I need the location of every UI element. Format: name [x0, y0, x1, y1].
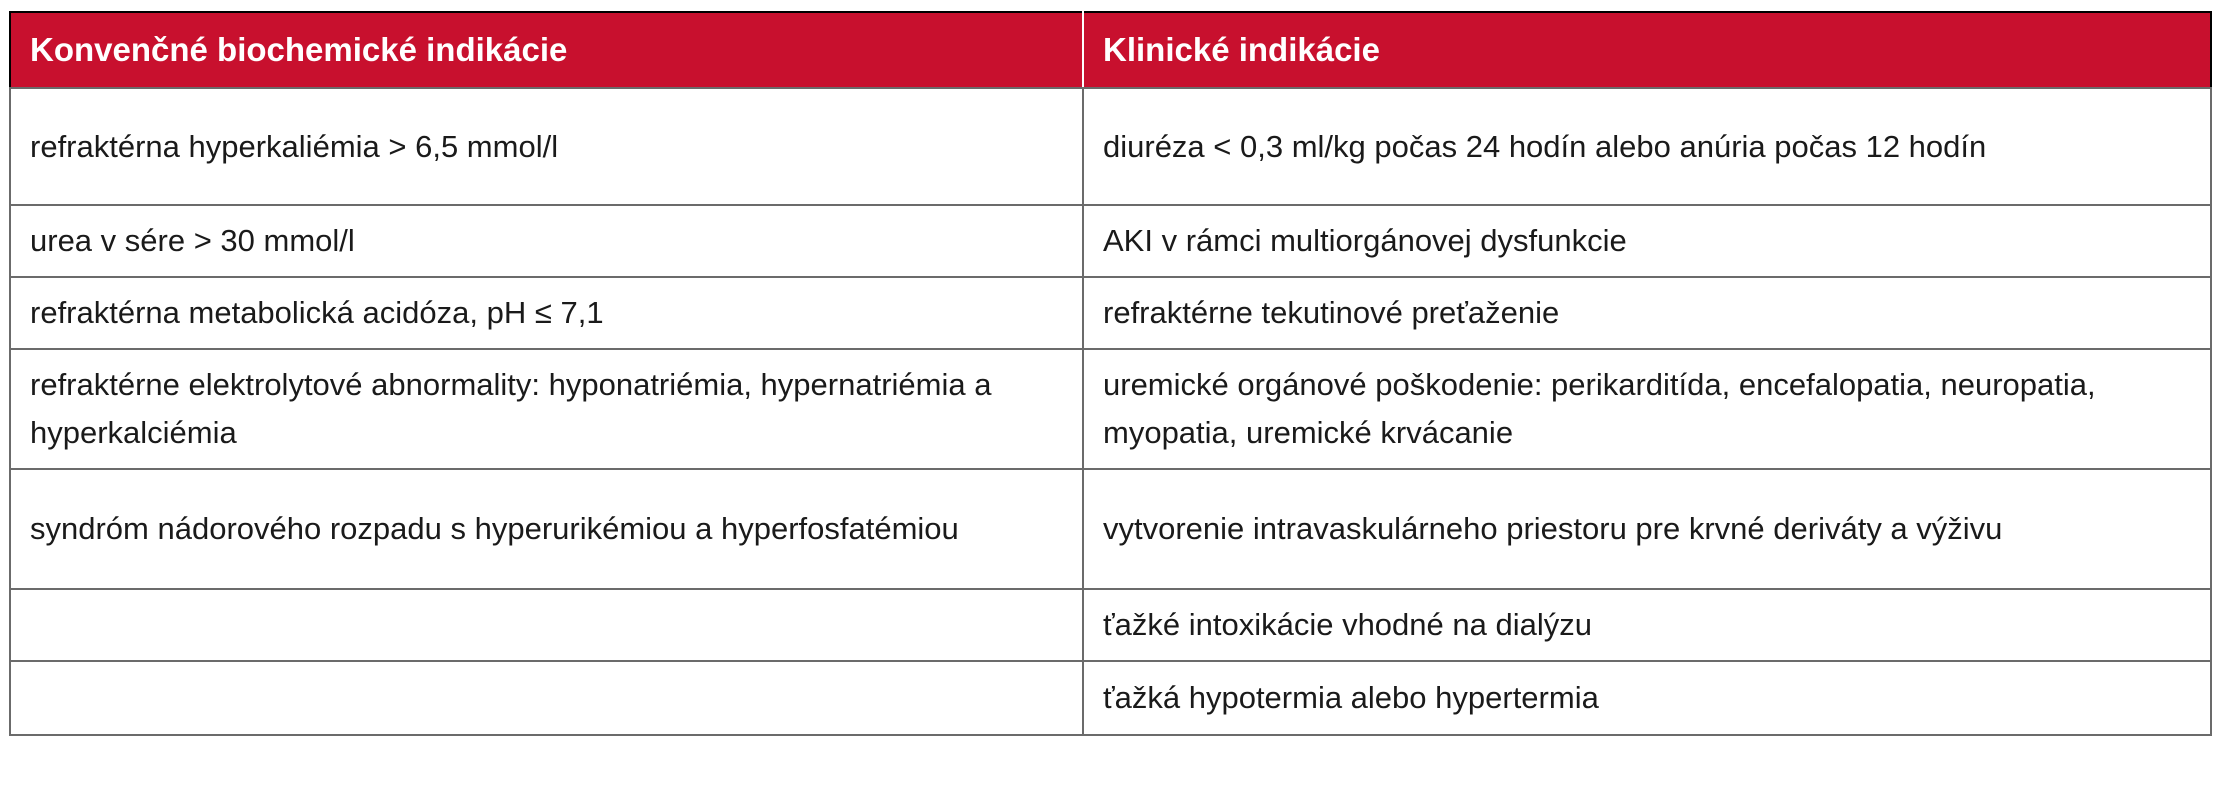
table-row: [10, 469, 2211, 589]
indications-table: [9, 11, 2212, 736]
header-clinical-indications: Klinické indikácie: [1083, 12, 2211, 88]
table-row: [10, 205, 2211, 277]
biochemical-cell: refraktérna metabolická acidóza, pH ≤ 7,1: [10, 277, 1083, 349]
biochemical-cell: syndróm nádorového rozpadu s hyperurikémiou a hyperfosfatémiou: [10, 469, 1083, 589]
clinical-cell: vytvorenie intravaskulárneho priestoru pre krvné deriváty a výživu: [1083, 469, 2211, 589]
clinical-cell: diuréza < 0,3 ml/kg počas 24 hodín alebo anúria počas 12 hodín: [1083, 88, 2211, 205]
indications-table-container: [9, 11, 2210, 736]
biochemical-cell: [10, 661, 1083, 735]
clinical-cell: ťažké intoxikácie vhodné na dialýzu: [1083, 589, 2211, 661]
clinical-cell: AKI v rámci multiorgánovej dysfunkcie: [1083, 205, 2211, 277]
biochemical-cell: refraktérne elektrolytové abnormality: hyponatriémia, hypernatriémia a hyperkalciémia: [10, 349, 1083, 469]
header-biochemical-indications: Konvenčné biochemické indikácie: [10, 12, 1083, 88]
table-row: [10, 88, 2211, 205]
biochemical-cell: [10, 589, 1083, 661]
table-row: [10, 277, 2211, 349]
clinical-cell: uremické orgánové poškodenie: perikarditída, encefalopatia, neuropatia, myopatia, uremické krvácanie: [1083, 349, 2211, 469]
table-header-row: [10, 12, 2211, 88]
clinical-cell: refraktérne tekutinové preťaženie: [1083, 277, 2211, 349]
biochemical-cell: urea v sére > 30 mmol/l: [10, 205, 1083, 277]
table-row: [10, 349, 2211, 469]
table-row: [10, 661, 2211, 735]
biochemical-cell: refraktérna hyperkaliémia > 6,5 mmol/l: [10, 88, 1083, 205]
table-row: [10, 589, 2211, 661]
clinical-cell: ťažká hypotermia alebo hypertermia: [1083, 661, 2211, 735]
